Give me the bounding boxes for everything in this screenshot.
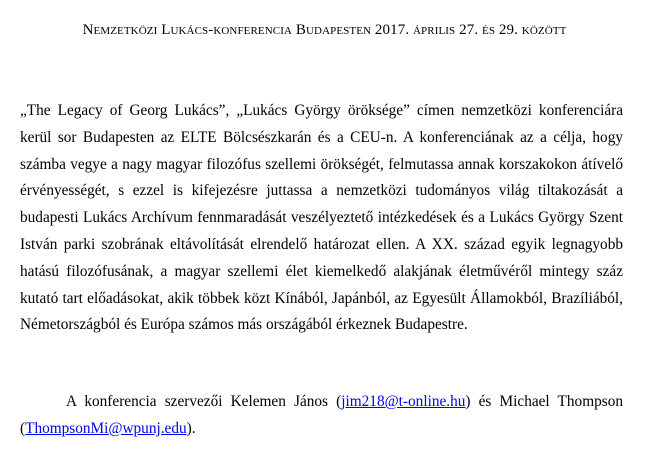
email-link-kelemen[interactable]: jim218@t-online.hu [341, 393, 466, 410]
contact-paragraph [20, 389, 623, 443]
main-paragraph: „The Legacy of Georg Lukács”, „Lukács György öröksége” címen nemzetközi konferenciára kerül sor Budapesten az ELTE Bölcsészkarán és a CEU-n. A konferenciának az a célja, hogy számba vegye a nagy magyar filozófus szellemi örökségét, felmutassa annak korszakokon átívelő érvényességét, s ezzel is kifejezésre juttassa a nemzetközi tudományos világ tiltakozását a budapesti Lukács Archívum fennmaradását veszélyeztető intézkedések és a Lukács György Szent István parki szobrának eltávolítását elrendelő határozat ellen. A XX. század egyik legnagyobb hatású filozófusának, a magyar szellemi élet kiemelkedő alakjának életművéről mintegy száz kutató tart előadásokat, akik többek közt Kínából, Japánból, az Egyesült Államokból, Brazíliából, Németországból és Európa számos más országából érkeznek Budapestre. [20, 102, 623, 334]
document-title: Nemzetközi Lukács-konferencia Budapesten 2017. április 27. és 29. között [82, 22, 567, 38]
contact-intro: A konferencia szervezői Kelemen János ( [66, 393, 342, 410]
email-link-thompson[interactable]: ThompsonMi@wpunj.edu [25, 419, 187, 437]
contact-middle: ) és Michael Thompson ( [20, 393, 623, 437]
contact-outro: ). [186, 419, 196, 437]
